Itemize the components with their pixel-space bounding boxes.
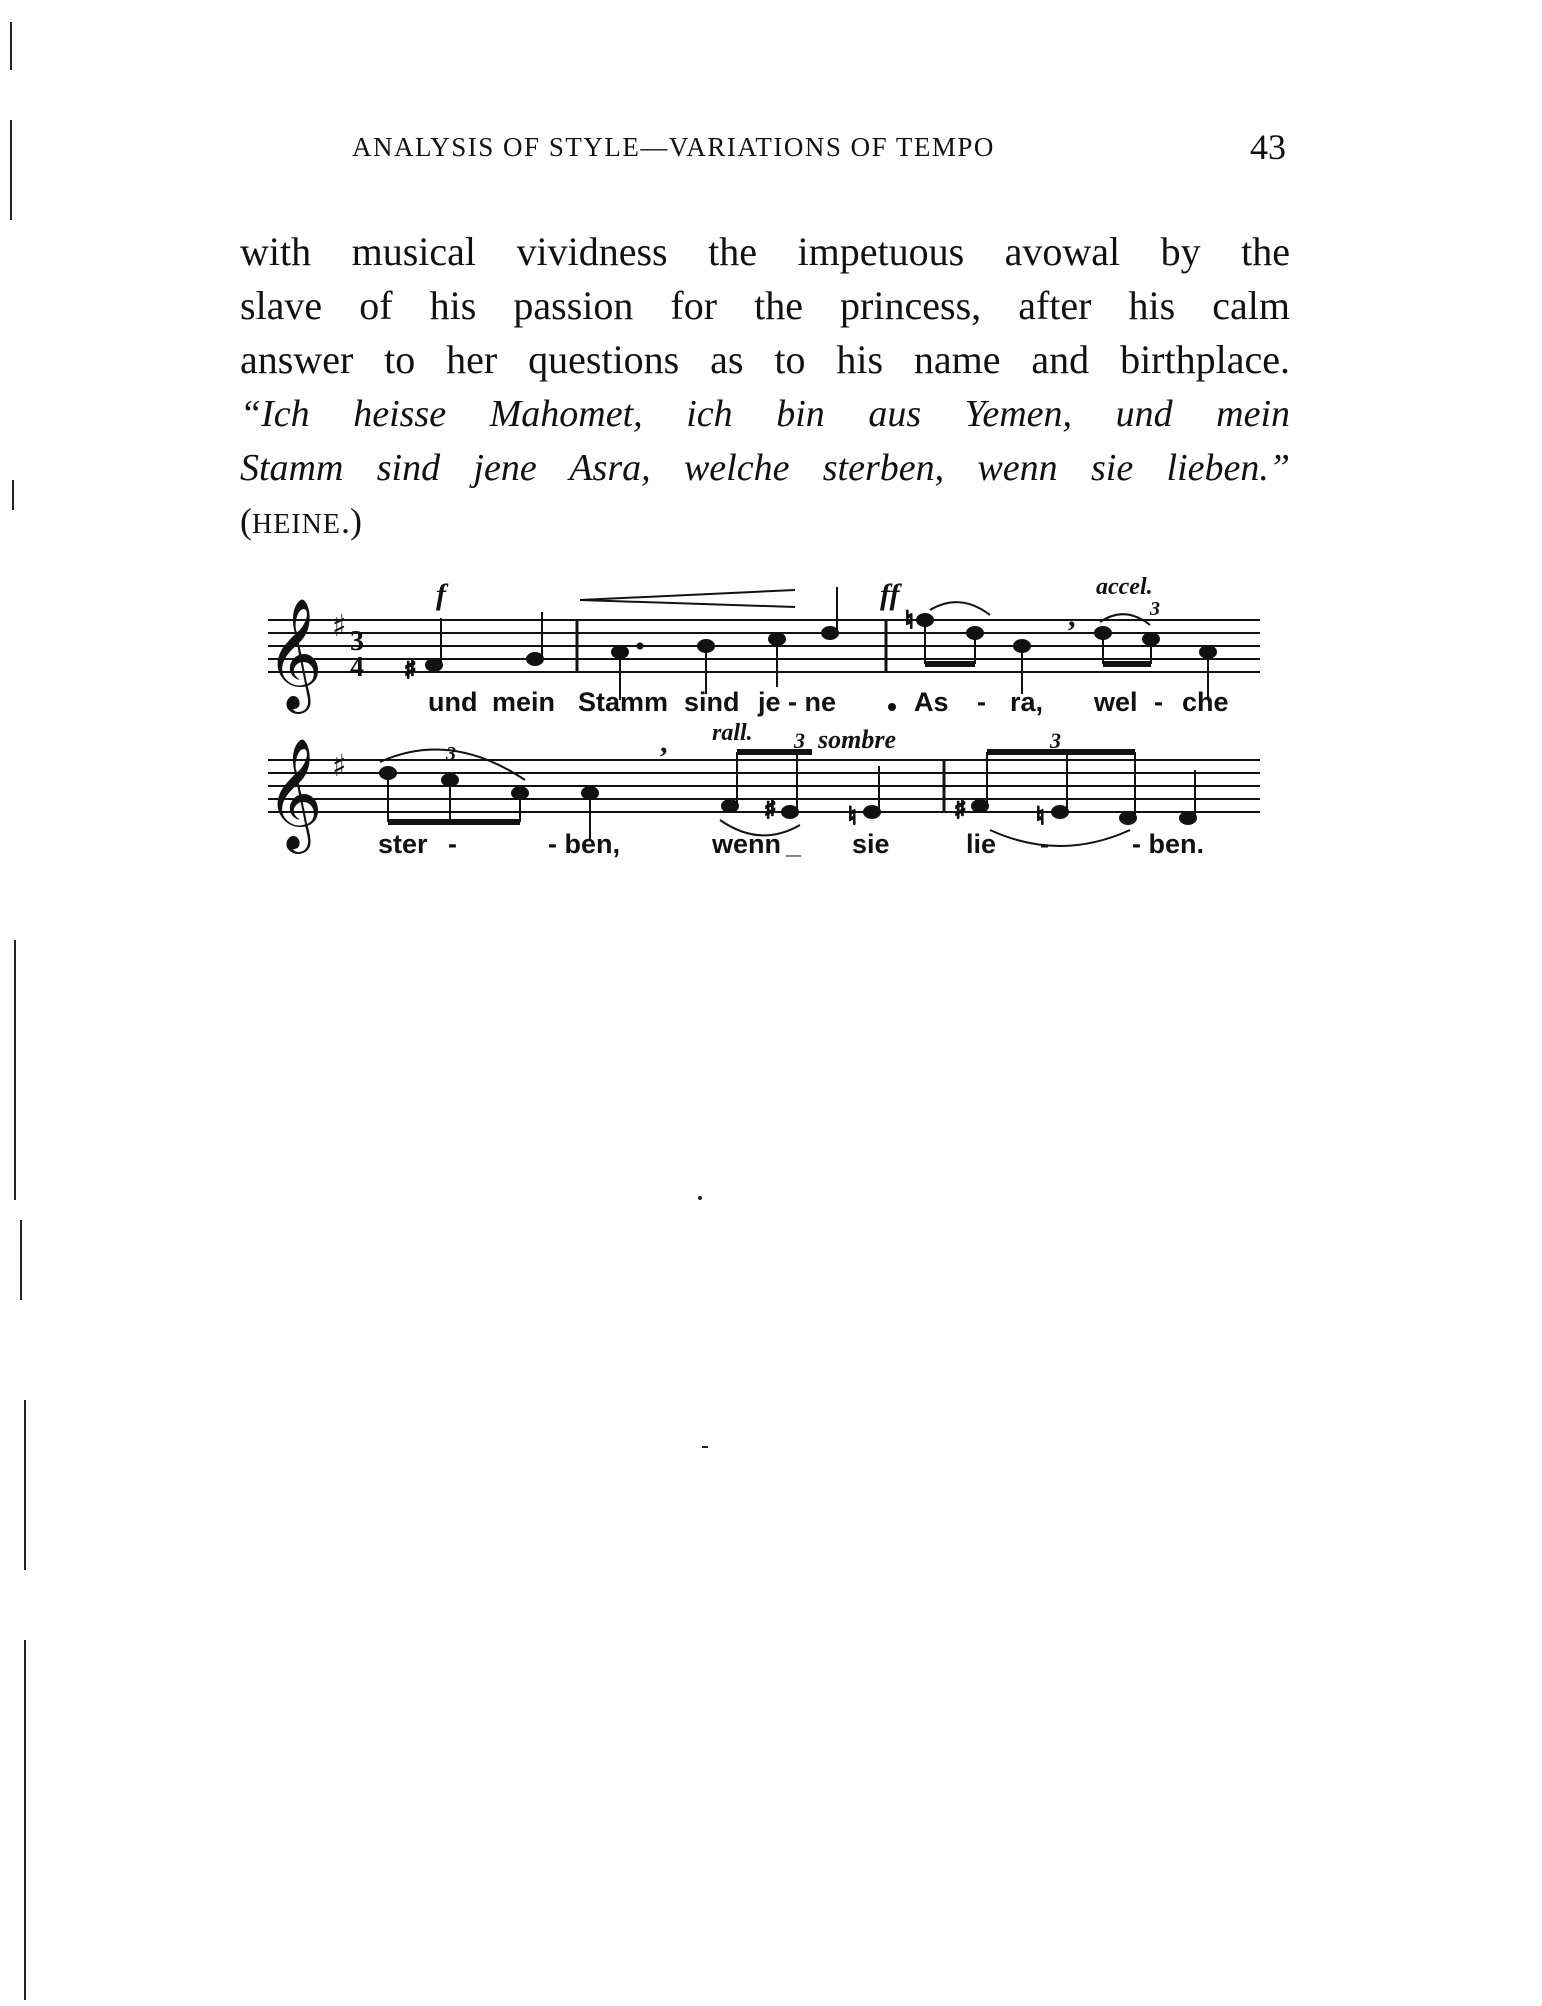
quote-line-1: “Ich heisse Mahomet, ich bin aus Yemen, und mein	[240, 393, 1290, 435]
lyrics-line-1	[428, 687, 1229, 717]
scan-dot	[702, 1446, 708, 1448]
breath-mark-1: ,	[1068, 600, 1076, 633]
svg-text:𝄞: 𝄞	[266, 597, 323, 709]
triplet-4: 3	[1050, 728, 1061, 753]
slur-1	[930, 602, 990, 615]
key-signature-sharp-2: ♯	[332, 749, 347, 784]
dynamic-ff: ff	[880, 578, 900, 611]
lyric-che: che	[1182, 687, 1229, 717]
attribution: (HEINE.)	[240, 501, 362, 541]
svg-text:♮: ♮	[905, 606, 914, 634]
scan-dot	[698, 1196, 702, 1200]
scan-mark	[24, 1640, 26, 2000]
time-signature-top: 3	[350, 626, 364, 657]
rall-marking: rall.	[712, 720, 753, 746]
lyric-lie: lie	[966, 829, 997, 859]
scan-mark	[12, 480, 14, 510]
treble-clef-2	[266, 737, 323, 854]
sombre-marking: sombre	[818, 725, 896, 754]
notes-staff-2	[380, 752, 1196, 840]
triplet-2: 3	[794, 728, 805, 753]
page-number: 43	[1250, 127, 1286, 167]
accel-marking: accel.	[1096, 574, 1153, 600]
running-head: ANALYSIS OF STYLE—VARIATIONS OF TEMPO	[352, 132, 995, 162]
svg-text:𝄞: 𝄞	[266, 737, 323, 849]
lyric-stamm: Stamm	[578, 687, 669, 717]
treble-clef-1	[266, 597, 323, 714]
lyric-sind: sind	[684, 687, 740, 717]
svg-text:♯: ♯	[954, 795, 967, 825]
lyric-und: und	[428, 687, 478, 717]
scan-mark	[10, 22, 12, 70]
svg-text:♯: ♯	[404, 655, 417, 685]
lyric-ben: - ben,	[548, 829, 620, 859]
lyric-hyphen-4: -	[1040, 829, 1049, 859]
lyric-ben-final: - ben.	[1132, 829, 1204, 859]
lyric-hyphen-3: -	[448, 829, 457, 859]
svg-text:♯: ♯	[764, 795, 777, 825]
breath-mark-2: ,	[660, 726, 668, 759]
scan-mark	[14, 940, 16, 1200]
lyric-ster: ster	[378, 829, 428, 859]
svg-text:♮: ♮	[848, 802, 857, 830]
crescendo-hairpin	[580, 590, 795, 607]
scan-mark	[10, 120, 12, 220]
lyric-hyphen-1: -	[977, 687, 986, 717]
breath-dot	[888, 703, 896, 711]
lyric-jene: je - ne	[758, 687, 837, 717]
quote-line-2: Stamm sind jene Asra, welche sterben, wenn sie lieben.”	[240, 447, 1290, 489]
svg-text:♮: ♮	[1036, 802, 1045, 830]
attribution-name: HEINE	[252, 509, 341, 540]
lyric-wenn: wenn	[712, 829, 782, 859]
lyric-sie: sie	[852, 829, 890, 859]
key-signature-sharp-1: ♯	[332, 609, 347, 644]
lyric-ra: ra,	[1010, 687, 1044, 717]
dynamic-f: f	[436, 578, 446, 611]
body-line-3: answer to her questions as to his name and birthplace.	[240, 337, 1290, 382]
scan-mark	[24, 1400, 26, 1570]
body-line-2: slave of his passion for the princess, after his calm	[240, 283, 1290, 328]
lyric-mein: mein	[492, 687, 556, 717]
triplet-3: 3	[446, 743, 456, 765]
body-line-1: with musical vividness the impetuous avowal by the	[240, 229, 1290, 274]
lyric-as: As	[914, 687, 949, 717]
lyric-hyphen-2: -	[1154, 687, 1163, 717]
scan-mark	[20, 1220, 22, 1300]
lyric-wel: wel	[1094, 687, 1138, 717]
lyric-underscore: _	[786, 829, 802, 859]
notes-staff-1	[404, 587, 1216, 700]
triplet-1: 3	[1150, 598, 1160, 620]
time-signature-bottom: 4	[350, 652, 364, 683]
slur-5	[990, 830, 1130, 846]
